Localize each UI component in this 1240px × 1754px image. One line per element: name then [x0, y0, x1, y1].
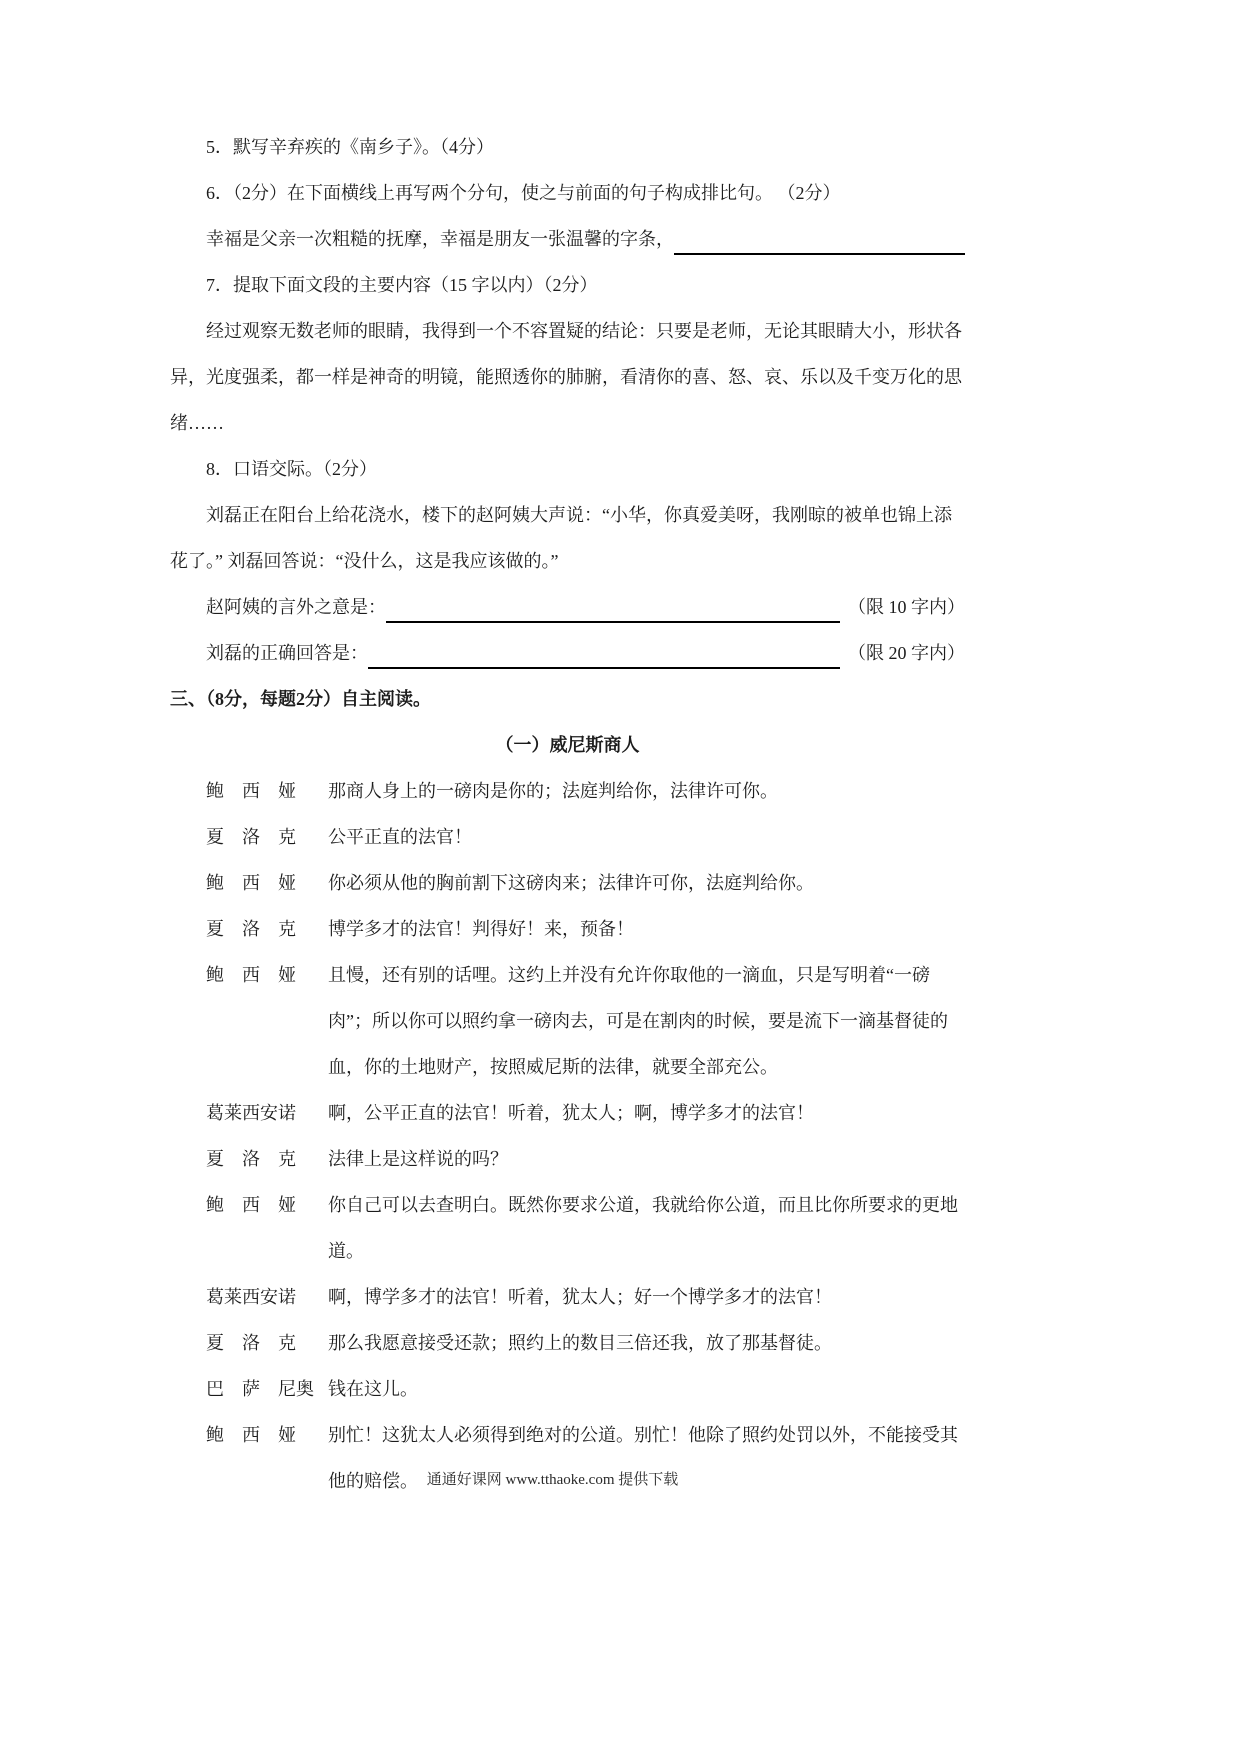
- dialogue-speaker: 葛莱西安诺: [206, 1103, 296, 1123]
- question-5: 5．默写辛弃疾的《南乡子》。（4分）: [206, 137, 494, 157]
- question-8-answer-blank-2: [368, 637, 840, 669]
- dialogue-speaker: 鲍 西 娅: [206, 1195, 296, 1215]
- question-8-blank-2-limit: （限 20 字内）: [848, 643, 965, 663]
- dialogue-line-4: [170, 906, 965, 952]
- question-8: 8．口语交际。（2分）: [206, 459, 377, 479]
- dialogue-speaker: 鲍 西 娅: [206, 873, 296, 893]
- question-8-blank-1-limit: （限 10 字内）: [848, 597, 965, 617]
- dialogue-line-3: [170, 860, 965, 906]
- question-6-sentence: 幸福是父亲一次粗糙的抚摩，幸福是朋友一张温馨的字条，: [206, 229, 674, 249]
- question-8-blank-2-label: 刘磊的正确回答是：: [206, 643, 368, 663]
- dialogue-line-10: [170, 1320, 965, 1366]
- question-8-blank-1-label: 赵阿姨的言外之意是：: [206, 597, 386, 617]
- dialogue-text: 啊，博学多才的法官！听着，犹太人；好一个博学多才的法官！: [328, 1287, 832, 1307]
- dialogue-speaker: 夏 洛 克: [206, 827, 296, 847]
- dialogue-speaker: 夏 洛 克: [206, 1333, 296, 1353]
- dialogue-speaker: 鲍 西 娅: [206, 965, 296, 985]
- dialogue-line-2: [170, 814, 965, 860]
- dialogue-line-9: [170, 1274, 965, 1320]
- dialogue-text: 你自己可以去查明白。既然你要求公道，我就给你公道，而且比你所要求的更地道。: [328, 1195, 958, 1261]
- dialogue-text: 你必须从他的胸前割下这磅肉来；法律许可你，法庭判给你。: [328, 873, 814, 893]
- dialogue-speaker: 夏 洛 克: [206, 1149, 296, 1169]
- dialogue-speaker: 葛莱西安诺: [206, 1287, 296, 1307]
- dialogue-line-7: [170, 1136, 965, 1182]
- question-7: 7．提取下面文段的主要内容（15 字以内）（2分）: [206, 275, 598, 295]
- question-6-answer-blank: [674, 223, 965, 255]
- section-3-header: 三、（8分，每题2分）自主阅读。: [170, 689, 431, 709]
- dialogue-text: 且慢，还有别的话哩。这约上并没有允许你取他的一滴血，只是写明着“一磅肉”；所以你可以照约拿一磅肉去，可是在割肉的时候，要是流下一滴基督徒的血，你的土地财产，按照威尼斯的法律，就要全部充公。: [328, 965, 948, 1077]
- dialogue-text: 公平正直的法官！: [328, 827, 472, 847]
- dialogue-text: 那么我愿意接受还款；照约上的数目三倍还我，放了那基督徒。: [328, 1333, 832, 1353]
- question-8-answer-line-1: [170, 584, 965, 630]
- question-6: 6．（2分）在下面横线上再写两个分句，使之与前面的句子构成排比句。 （2分）: [206, 183, 841, 203]
- dialogue-speaker: 巴 萨 尼奥: [206, 1379, 314, 1399]
- page-footer: 通通好课网 www.tthaoke.com 提供下载: [426, 1472, 679, 1488]
- reading-title: （一）威尼斯商人: [495, 735, 640, 755]
- dialogue-line-6: [170, 1090, 965, 1136]
- dialogue-text: 啊，公平正直的法官！听着，犹太人；啊，博学多才的法官！: [328, 1103, 814, 1123]
- dialogue-text: 法律上是这样说的吗？: [328, 1149, 508, 1169]
- dialogue-text: 别忙！这犹太人必须得到绝对的公道。别忙！他除了照约处罚以外，不能接受其他的赔偿。: [328, 1425, 958, 1491]
- dialogue-line-11: [170, 1366, 965, 1412]
- dialogue-speaker: 夏 洛 克: [206, 919, 296, 939]
- dialogue-line-8: [170, 1182, 965, 1274]
- dialogue-line-5: [170, 952, 965, 1090]
- question-7-passage: 经过观察无数老师的眼睛，我得到一个不容置疑的结论：只要是老师，无论其眼睛大小，形状各异，光度强柔，都一样是神奇的明镜，能照透你的肺腑，看清你的喜、怒、哀、乐以及千变万化的思绪……: [170, 321, 962, 433]
- dialogue-text: 那商人身上的一磅肉是你的；法庭判给你，法律许可你。: [328, 781, 778, 801]
- dialogue-text: 博学多才的法官！判得好！来，预备！: [328, 919, 634, 939]
- dialogue-speaker: 鲍 西 娅: [206, 1425, 296, 1445]
- question-8-answer-blank-1: [386, 591, 840, 623]
- dialogue-line-1: [170, 768, 965, 814]
- dialogue-speaker: 鲍 西 娅: [206, 781, 296, 801]
- question-8-passage: 刘磊正在阳台上给花浇水，楼下的赵阿姨大声说：“小华，你真爱美呀，我刚晾的被单也锦上添花了。” 刘磊回答说：“没什么，这是我应该做的。”: [170, 505, 952, 571]
- question-8-answer-line-2: [170, 630, 965, 676]
- question-6-answer-line: [170, 216, 965, 262]
- dialogue-text: 钱在这儿。: [328, 1379, 418, 1399]
